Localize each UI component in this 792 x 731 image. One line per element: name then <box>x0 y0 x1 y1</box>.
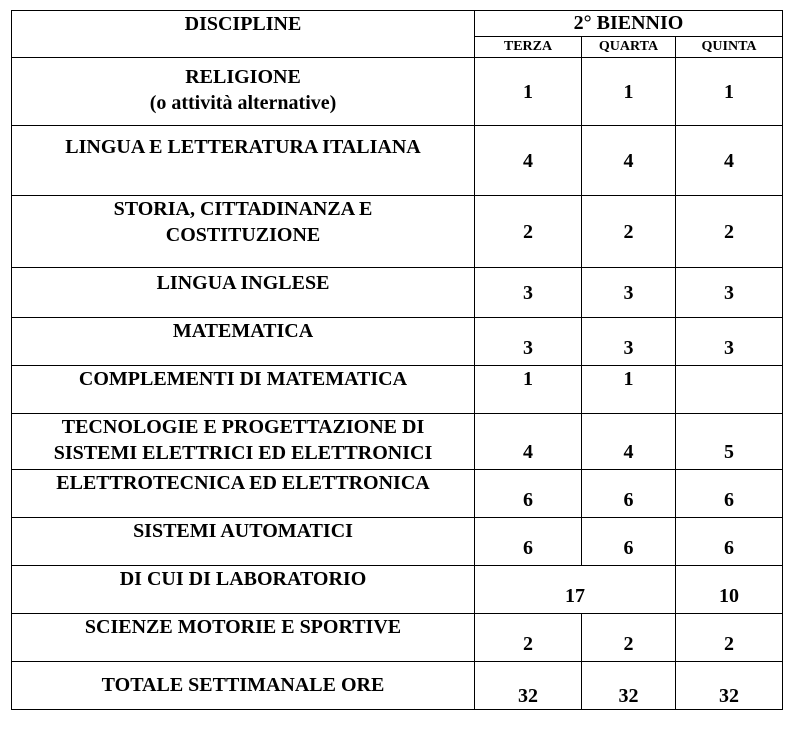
discipline-name: SCIENZE MOTORIE E SPORTIVE <box>12 614 475 662</box>
discipline-cell <box>12 58 475 126</box>
hours-terza: 6 <box>475 470 582 518</box>
hours-quarta: 1 <box>582 58 676 126</box>
total-quarta: 32 <box>582 662 676 710</box>
header-quarta: QUARTA <box>582 37 676 58</box>
discipline-name: LINGUA INGLESE <box>12 268 475 318</box>
discipline-name: MATEMATICA <box>12 318 475 366</box>
hours-quinta: 1 <box>676 58 783 126</box>
laboratorio-quinta: 10 <box>676 566 783 614</box>
hours-quarta: 6 <box>582 470 676 518</box>
hours-terza: 3 <box>475 318 582 366</box>
hours-terza: 2 <box>475 196 582 268</box>
hours-quinta: 2 <box>676 196 783 268</box>
table-row <box>12 470 783 518</box>
total-quinta: 32 <box>676 662 783 710</box>
header-biennio: 2° BIENNIO <box>475 11 783 37</box>
hours-terza: 2 <box>475 614 582 662</box>
discipline-name: SISTEMI AUTOMATICI <box>12 518 475 566</box>
hours-quarta: 3 <box>582 318 676 366</box>
header-discipline: DISCIPLINE <box>12 11 475 58</box>
hours-terza: 6 <box>475 518 582 566</box>
hours-quarta: 4 <box>582 414 676 470</box>
table-row <box>12 414 783 470</box>
hours-quinta <box>676 366 783 414</box>
hours-quinta: 3 <box>676 318 783 366</box>
hours-terza: 4 <box>475 414 582 470</box>
discipline-name: DI CUI DI LABORATORIO <box>12 566 475 614</box>
discipline-name: RELIGIONE <box>185 66 301 88</box>
discipline-name-cont: COSTITUZIONE <box>165 224 321 246</box>
discipline-name: TOTALE SETTIMANALE ORE <box>12 662 475 710</box>
table-row <box>12 318 783 366</box>
curriculum-table <box>11 10 783 710</box>
table-row <box>12 566 783 614</box>
hours-quinta: 6 <box>676 518 783 566</box>
hours-quarta: 6 <box>582 518 676 566</box>
hours-quarta: 1 <box>582 366 676 414</box>
hours-quinta: 6 <box>676 470 783 518</box>
table-row <box>12 518 783 566</box>
discipline-name: COMPLEMENTI DI MATEMATICA <box>12 366 475 414</box>
discipline-note: (o attività alternative) <box>149 92 337 114</box>
table-row <box>12 196 783 268</box>
header-terza: TERZA <box>475 37 582 58</box>
hours-quarta: 3 <box>582 268 676 318</box>
table-row <box>12 614 783 662</box>
laboratorio-terza-quarta: 17 <box>475 566 676 614</box>
hours-quarta: 4 <box>582 126 676 196</box>
table-row <box>12 268 783 318</box>
discipline-name: STORIA, CITTADINANZA E <box>113 198 373 220</box>
discipline-cell <box>12 196 475 268</box>
table-row <box>12 126 783 196</box>
hours-quinta: 4 <box>676 126 783 196</box>
table-row <box>12 58 783 126</box>
hours-quinta: 5 <box>676 414 783 470</box>
header-quinta: QUINTA <box>676 37 783 58</box>
hours-terza: 1 <box>475 58 582 126</box>
hours-quarta: 2 <box>582 196 676 268</box>
hours-quinta: 3 <box>676 268 783 318</box>
discipline-name: LINGUA E LETTERATURA ITALIANA <box>12 126 475 196</box>
hours-terza: 4 <box>475 126 582 196</box>
table-row <box>12 662 783 710</box>
hours-quarta: 2 <box>582 614 676 662</box>
discipline-name: TECNOLOGIE E PROGETTAZIONE DI <box>61 416 425 438</box>
discipline-name-cont: SISTEMI ELETTRICI ED ELETTRONICI <box>53 442 433 464</box>
hours-quinta: 2 <box>676 614 783 662</box>
discipline-cell <box>12 414 475 470</box>
discipline-name: ELETTROTECNICA ED ELETTRONICA <box>12 470 475 518</box>
total-terza: 32 <box>475 662 582 710</box>
table-row <box>12 366 783 414</box>
hours-terza: 3 <box>475 268 582 318</box>
hours-terza: 1 <box>475 366 582 414</box>
